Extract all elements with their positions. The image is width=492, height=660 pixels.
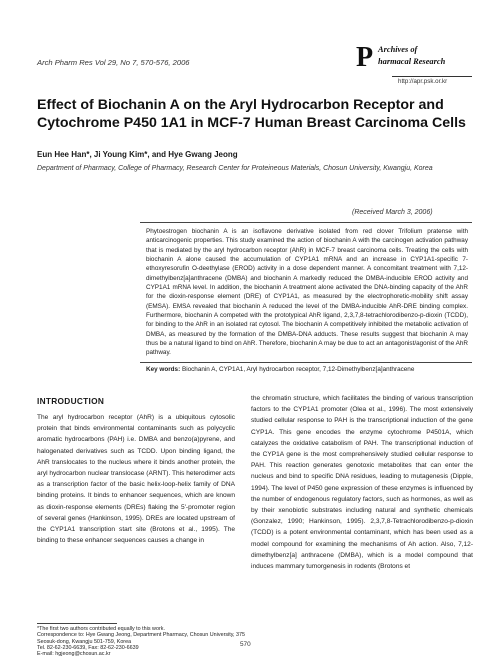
abstract-bottom-rule (140, 362, 472, 363)
footnote-divider (37, 623, 117, 624)
keywords-label: Key words: (146, 366, 181, 373)
logo-line-2: harmacal Research (378, 57, 446, 66)
footnote-tel-fax: Tel. 82-62-230-6639, Fax: 82-62-230-6639 (37, 645, 139, 651)
logo-mark: P (356, 42, 374, 73)
footnote-equal-contribution: *The first two authors contributed equally to this work. (37, 626, 165, 632)
abstract-top-rule (140, 222, 472, 223)
received-date: (Received March 3, 2006) (352, 209, 433, 216)
article-authors: Eun Hee Han*, Ji Young Kim*, and Hye Gwang Jeong (37, 150, 238, 159)
footnote-correspondence: Correspondence to: Hye Gwang Jeong, Department Pharmacy, Chosun University, 375 Seosuk-dong, Kwangju 501-759, Korea (37, 632, 246, 645)
article-title: Effect of Biochanin A on the Aryl Hydrocarbon Receptor and Cytochrome P450 1A1 in MCF-7 Human Breast Carcinoma Cells (37, 97, 466, 131)
logo-line-1: Archives of (378, 45, 418, 54)
journal-logo (356, 44, 466, 74)
right-column-text: the chromatin structure, which facilitates the binding of various transcription factors to the CYP1A1 promoter (Olea et al., 1996). The most extensively studied cellular response to PAH is the transcriptional induction of the gene CYP1A. This gene encodes the enzyme cytochrome P4501A, which catalyzes the oxidative catabolism of PAH. The transcriptional induction of the CYP1A gene is the most comprehensively studied cellular response to PAH. This reaction generates genotoxic metabolites that can enter the nucleus and bind to specific DNA residues, leading to mutagenesis (Dipple, 1994). The level of P450 gene expression of these enzymes is influenced by the number of endogenous regulatory factors, such as hormones, as well as by their xenobiotic substrates including natural and synthetic chemicals (Gonzalez, 1990; Hankinson, 1995). 2,3,7,8-Tetrachlorodibenzo-p-dioxin (TCDD) is a potent environmental contaminant, which has been used as a model compound for examining the mechanisms of Ah action. Also, 7,12-dimethylbenz[a] anthracene (DMBA), which is a model compound that induces mammary tumorgenesis in rodents (Brotons et (251, 395, 473, 571)
logo-divider (392, 76, 472, 77)
author-affiliation: Department of Pharmacy, College of Pharmacy, Research Center for Proteineous Materials, Chosun University, Kwangju, Korea (37, 165, 433, 172)
journal-reference: Arch Pharm Res Vol 29, No 7, 570-576, 2006 (37, 58, 190, 67)
introduction-heading: INTRODUCTION (37, 396, 105, 406)
page-number: 570 (240, 641, 251, 648)
footnote-email[interactable]: E-mail: hgjeong@chosun.ac.kr (37, 651, 111, 657)
keywords-list: Biochanin A, CYP1A1, Aryl hydrocarbon receptor, 7,12-Dimethylbenz[a]anthracene (181, 366, 415, 373)
journal-url[interactable]: http://apr.psk.or.kr (398, 78, 448, 85)
abstract-text: Phytoestrogen biochanin A is an isoflavone derivative isolated from red clover Trifolium pratense with anticarcinogenic properties. This study examined the action of biochanin A with the carcinogen activation pathway that is mediated by the aryl hydrocarbon receptor (AhR) in MCF-7 breast carcinoma cells. Treating the cells with biochanin A alone caused the accumulation of CYP1A1 mRNA and an increase in CYP1A1-specific 7-ethoxyresorufin O-deethylase (EROD) activity in a dose dependent manner. A concomitant treatment with 7,12-dimethylbenz[a]anthracene (DMBA) and biochanin A markedly reduced the DMBA-inducible EROD activity and CYP1A1 mRNA level. In addition, the biochanin A treatment alone activated the DNA-binding capacity of the AhR for the dioxin-response element (DRE) of CYP1A1, as measured by the electrophoretic-mobility shift assay (EMSA). EMSA revealed that biochanin A reduced the level of the DMBA-inducible AhR-DRE binding complex. Furthermore, biochanin A competed with the prototypical AhR ligand, 2,3,7,8-tetrachlorodibenzo-p-dioxin (TCDD), for binding to the AhR in an isolated rat cytosol. The biochanin A competitively inhibited the metabolic activation of DMBA, as measured by the formation of the DMBA-DNA adducts. These results suggest that biochanin A may thus be a natural ligand to bind on AhR. Therefore, biochanin A may be due to act an antagonist/agonist of the AhR pathway. (146, 228, 468, 357)
keywords (146, 365, 472, 374)
left-column-text: The aryl hydrocarbon receptor (AhR) is a ubiquitous cytosolic protein that binds environmental contaminants such as polycyclic aromatic hydrocarbons (PAH) i.e. DMBA and benzo(a)pyrene, and halogenated derivatives such as TCDD. Upon binding ligand, the AhR translocates to the nucleus where it binds another protein, the aryl hydrocarbon nuclear translocase (ARNT). This heterodimer acts as a transcription factor of the basic helix-loop-helix family of DNA binding proteins. It binds to enhancer sequences, which are known as dioxin-response elements (DREs) flaking the 5'-promoter region of several genes (Hankinson, 1995). DREs are located upstream of the CYP1A1 transcription start site (Brotons et al., 1995). The binding to these enhancer sequences causes a change in (37, 414, 235, 545)
